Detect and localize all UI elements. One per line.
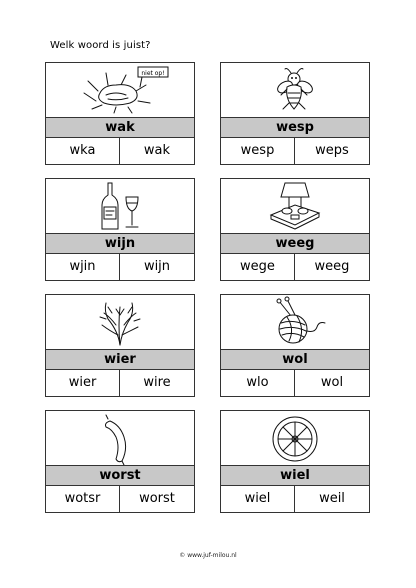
instruction-text: Welk woord is juist? bbox=[50, 40, 151, 51]
option-right[interactable]: weps bbox=[315, 143, 349, 158]
sausage-icon bbox=[46, 411, 194, 465]
card-worst bbox=[45, 410, 195, 513]
option-left[interactable]: wlo bbox=[221, 370, 295, 396]
word-label: worst bbox=[46, 465, 194, 486]
word-label: wak bbox=[46, 117, 194, 138]
option-left[interactable]: wesp bbox=[221, 138, 295, 164]
option-left[interactable]: wege bbox=[221, 254, 295, 280]
yarn-icon bbox=[221, 295, 369, 349]
card-wak bbox=[45, 62, 195, 165]
option-right[interactable]: wire bbox=[143, 375, 171, 390]
option-right[interactable]: worst bbox=[139, 491, 175, 506]
option-right[interactable]: wak bbox=[143, 143, 171, 158]
option-left[interactable]: wotsr bbox=[46, 486, 120, 512]
card-weeg bbox=[220, 178, 370, 281]
option-left[interactable]: wier bbox=[46, 370, 120, 396]
card-wol bbox=[220, 294, 370, 397]
wasp-icon bbox=[221, 63, 369, 117]
scale-icon bbox=[221, 179, 369, 233]
word-label: weeg bbox=[221, 233, 369, 254]
seaweed-icon bbox=[46, 295, 194, 349]
word-label: wesp bbox=[221, 117, 369, 138]
wine-icon bbox=[46, 179, 194, 233]
option-left[interactable]: wka bbox=[46, 138, 120, 164]
card-wesp bbox=[220, 62, 370, 165]
option-right[interactable]: wol bbox=[320, 375, 344, 390]
word-label: wol bbox=[221, 349, 369, 370]
option-right[interactable]: wijn bbox=[143, 259, 171, 274]
wheel-icon bbox=[221, 411, 369, 465]
word-label: wijn bbox=[46, 233, 194, 254]
footer-copyright: © www.juf-milou.nl bbox=[179, 552, 237, 559]
option-left[interactable]: wjin bbox=[46, 254, 120, 280]
option-right[interactable]: weil bbox=[319, 491, 345, 506]
card-wier bbox=[45, 294, 195, 397]
card-wiel bbox=[220, 410, 370, 513]
ice-hole-icon bbox=[46, 63, 194, 117]
wak-sign-text: niet op! bbox=[141, 70, 165, 77]
option-right[interactable]: weeg bbox=[314, 259, 350, 274]
card-wijn bbox=[45, 178, 195, 281]
word-label: wier bbox=[46, 349, 194, 370]
option-left[interactable]: wiel bbox=[221, 486, 295, 512]
word-label: wiel bbox=[221, 465, 369, 486]
